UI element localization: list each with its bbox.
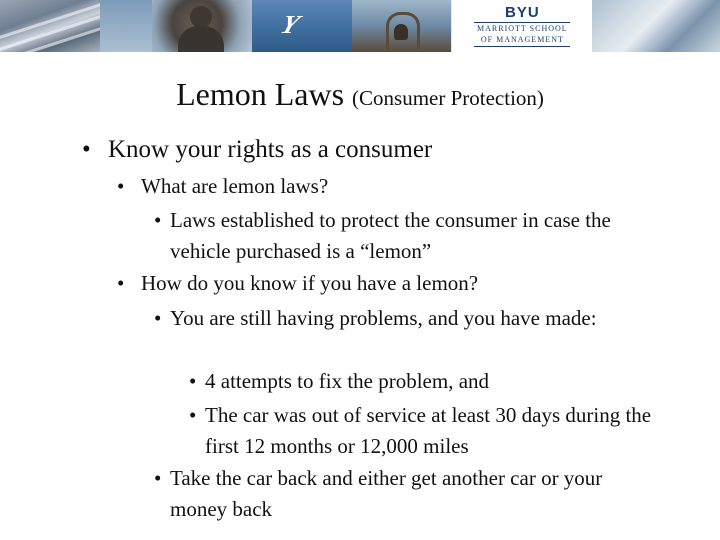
bullet-dot: • — [189, 369, 197, 393]
banner-photo-mountain-y — [252, 0, 352, 52]
bullet-level3 — [154, 463, 634, 525]
y-mountain-icon: Y — [276, 10, 303, 39]
banner-photo-sky — [100, 0, 152, 52]
bullet-dot: • — [82, 136, 91, 163]
bullet-dot: • — [154, 306, 162, 330]
bullet-text: How do you know if you have a lemon? — [141, 271, 479, 295]
bullet-text: Laws established to protect the consumer in case the vehicle purchased is a “lemon” — [170, 208, 611, 263]
bullet-level1 — [82, 133, 682, 167]
bullet-text: 4 attempts to fix the problem, and — [205, 369, 490, 393]
bullet-level4 — [189, 366, 689, 397]
byu-logo-school: MARRIOTT SCHOOL — [477, 24, 568, 33]
slide-title — [0, 74, 720, 118]
bullet-dot: • — [154, 208, 162, 232]
header-banner — [0, 0, 720, 52]
bullet-text: Know your rights as a consumer — [108, 136, 433, 163]
bullet-level2 — [117, 268, 697, 299]
bullet-level4 — [189, 400, 659, 462]
bullet-level2 — [117, 171, 697, 202]
byu-logo — [451, 0, 592, 52]
banner-photo-statue — [152, 0, 252, 52]
bullet-text: The car was out of service at least 30 days during the first 12 months or 12,000 miles — [205, 403, 652, 458]
banner-photo-glass-building — [592, 0, 720, 52]
bullet-dot: • — [189, 403, 197, 427]
bullet-level3 — [154, 303, 614, 334]
slide-title-main: Lemon Laws — [176, 76, 345, 112]
bullet-text: You are still having problems, and you have made: — [170, 306, 597, 330]
banner-photo-bell-tower — [352, 0, 452, 52]
byu-logo-management: OF MANAGEMENT — [480, 35, 564, 44]
bullet-level3 — [154, 205, 654, 267]
byu-logo-name: BYU — [505, 4, 540, 21]
bullet-dot: • — [117, 174, 125, 198]
banner-photo-building — [0, 0, 100, 52]
slide-title-sub: (Consumer Protection) — [352, 86, 544, 110]
bullet-dot: • — [117, 271, 125, 295]
bullet-dot: • — [154, 466, 162, 490]
bullet-text: Take the car back and either get another car or your money back — [170, 466, 603, 521]
bullet-text: What are lemon laws? — [141, 174, 329, 198]
